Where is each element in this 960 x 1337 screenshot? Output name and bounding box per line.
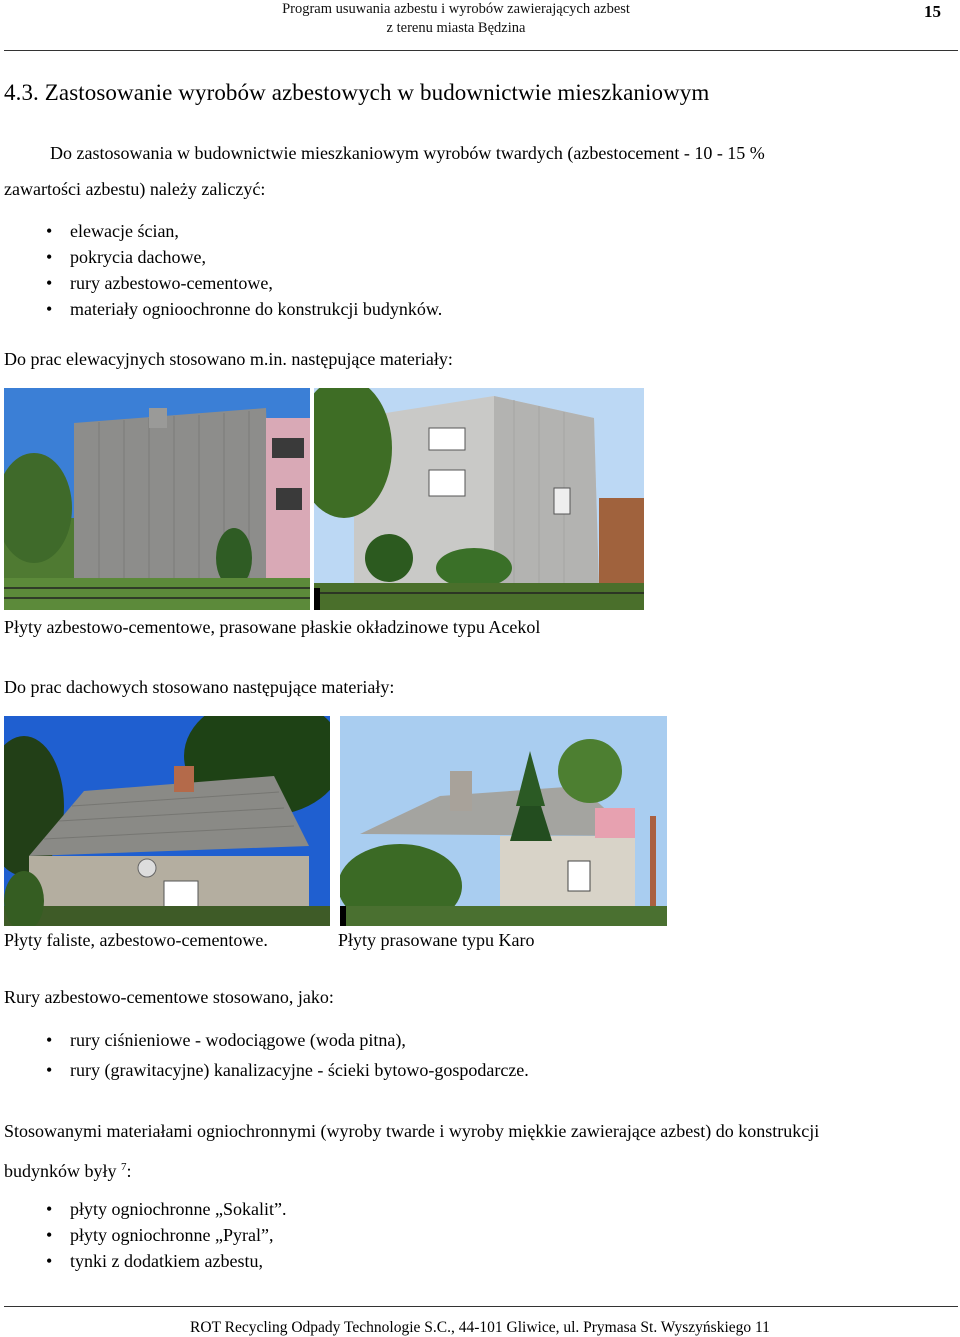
list-item: • płyty ogniochronne „Sokalit”.: [46, 1199, 287, 1219]
list-item: • elewacje ścian,: [46, 221, 179, 241]
photo-corrugated-roof: [4, 716, 330, 926]
elevation-intro: Do prac elewacyjnych stosowano m.in. następujące materiały:: [4, 349, 453, 369]
bullet: •: [46, 1251, 53, 1271]
bullet: •: [46, 1030, 53, 1050]
fire-intro-line-2: budynków były $^7$:: [4, 1161, 132, 1181]
pipes-list: [0, 1030, 529, 1090]
roof-intro: Do prac dachowych stosowano następujące materiały:: [4, 677, 395, 697]
pipes-intro: Rury azbestowo-cementowe stosowano, jako:: [4, 987, 334, 1007]
photo-acekol-house-1: [4, 388, 310, 610]
photo-karo-roof: [340, 716, 667, 926]
intro-line-1: Do zastosowania w budownictwie mieszkaniowym wyrobów twardych (azbestocement - 10 - 15 %: [50, 143, 765, 163]
roof-caption-right: Płyty prasowane typu Karo: [338, 930, 535, 950]
bullet: •: [46, 1199, 53, 1219]
photo-acekol-house-2: [314, 388, 644, 610]
footnote-ref: 7: [121, 1161, 127, 1173]
bullet: •: [46, 1060, 53, 1080]
bullet: •: [46, 247, 53, 267]
roof-caption-left: Płyty faliste, azbestowo-cementowe.: [4, 930, 268, 950]
fire-list: [0, 1199, 286, 1277]
list-item: • tynki z dodatkiem azbestu,: [46, 1251, 263, 1271]
list-item: • rury (grawitacyjne) kanalizacyjne - ścieki bytowo-gospodarcze.: [46, 1060, 529, 1080]
header-divider: [4, 50, 958, 51]
header-title-line1: Program usuwania azbestu i wyrobów zawierających azbest: [282, 1, 630, 17]
list-item: • materiały ognioochronne do konstrukcji budynków.: [46, 299, 443, 319]
bullet: •: [46, 1225, 53, 1245]
list-item: • pokrycia dachowe,: [46, 247, 206, 267]
header-title: [0, 0, 912, 38]
uses-list: [0, 221, 442, 325]
footer-text: ROT Recycling Odpady Technologie S.C., 44-101 Gliwice, ul. Prymasa St. Wyszyńskiego 11: [190, 1319, 770, 1336]
list-item: • rury ciśnieniowe - wodociągowe (woda pitna),: [46, 1030, 406, 1050]
list-item: • rury azbestowo-cementowe,: [46, 273, 273, 293]
bullet: •: [46, 299, 53, 319]
fire-intro-line-1: Stosowanymi materiałami ogniochronnymi (wyroby twarde i wyroby miękkie zawierające azbest) do konstrukcji: [4, 1121, 820, 1141]
intro-line-2: zawartości azbestu) należy zaliczyć:: [4, 179, 266, 199]
list-item: • płyty ogniochronne „Pyral”,: [46, 1225, 274, 1245]
section-title: 4.3. Zastosowanie wyrobów azbestowych w budownictwie mieszkaniowym: [4, 80, 710, 105]
elevation-caption: Płyty azbestowo-cementowe, prasowane płaskie okładzinowe typu Acekol: [4, 617, 541, 637]
bullet: •: [46, 221, 53, 241]
footer-divider: [4, 1306, 958, 1307]
page-number: 15: [924, 2, 941, 21]
header-title-line2: z terenu miasta Będzina: [386, 20, 526, 36]
